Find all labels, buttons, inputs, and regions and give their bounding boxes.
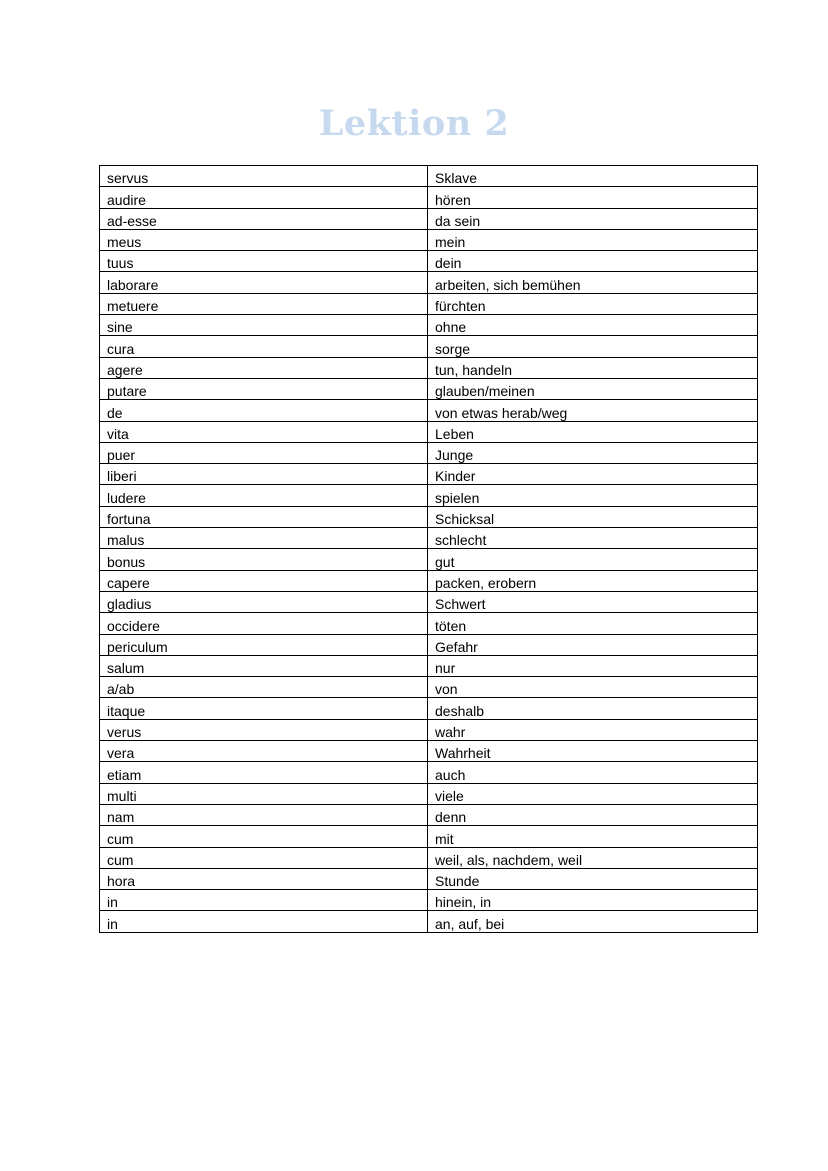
table-row	[100, 293, 758, 314]
table-row	[100, 570, 758, 591]
latin-word-cell: audire	[100, 187, 428, 208]
latin-word-cell: itaque	[100, 698, 428, 719]
german-translation-cell: ohne	[428, 315, 758, 336]
latin-word-cell: de	[100, 400, 428, 421]
german-translation-cell: auch	[428, 762, 758, 783]
table-row	[100, 719, 758, 740]
table-row	[100, 591, 758, 612]
latin-word-cell: ad-esse	[100, 208, 428, 229]
german-translation-cell: Stunde	[428, 868, 758, 889]
latin-word-cell: periculum	[100, 634, 428, 655]
latin-word-cell: capere	[100, 570, 428, 591]
german-translation-cell: Schicksal	[428, 506, 758, 527]
table-row	[100, 378, 758, 399]
table-row	[100, 421, 758, 442]
latin-word-cell: puer	[100, 442, 428, 463]
table-row	[100, 187, 758, 208]
german-translation-cell: spielen	[428, 485, 758, 506]
latin-word-cell: agere	[100, 357, 428, 378]
latin-word-cell: servus	[100, 166, 428, 187]
table-row	[100, 166, 758, 187]
table-row	[100, 911, 758, 932]
german-translation-cell: an, auf, bei	[428, 911, 758, 932]
latin-word-cell: sine	[100, 315, 428, 336]
table-row	[100, 251, 758, 272]
german-translation-cell: mit	[428, 826, 758, 847]
latin-word-cell: salum	[100, 655, 428, 676]
german-translation-cell: Gefahr	[428, 634, 758, 655]
latin-word-cell: ludere	[100, 485, 428, 506]
latin-word-cell: cum	[100, 847, 428, 868]
german-translation-cell: schlecht	[428, 528, 758, 549]
latin-word-cell: hora	[100, 868, 428, 889]
table-row	[100, 741, 758, 762]
german-translation-cell: mein	[428, 229, 758, 250]
latin-word-cell: bonus	[100, 549, 428, 570]
german-translation-cell: arbeiten, sich bemühen	[428, 272, 758, 293]
table-row	[100, 868, 758, 889]
latin-word-cell: putare	[100, 378, 428, 399]
latin-word-cell: cum	[100, 826, 428, 847]
table-row	[100, 613, 758, 634]
table-row	[100, 826, 758, 847]
latin-word-cell: laborare	[100, 272, 428, 293]
german-translation-cell: gut	[428, 549, 758, 570]
page-title: Lektion 2	[318, 103, 510, 144]
table-row	[100, 890, 758, 911]
table-row	[100, 208, 758, 229]
latin-word-cell: in	[100, 890, 428, 911]
latin-word-cell: cura	[100, 336, 428, 357]
latin-word-cell: metuere	[100, 293, 428, 314]
vocabulary-table	[99, 165, 758, 933]
german-translation-cell: töten	[428, 613, 758, 634]
german-translation-cell: wahr	[428, 719, 758, 740]
german-translation-cell: Kinder	[428, 464, 758, 485]
german-translation-cell: packen, erobern	[428, 570, 758, 591]
table-row	[100, 677, 758, 698]
table-row	[100, 336, 758, 357]
german-translation-cell: Leben	[428, 421, 758, 442]
table-row	[100, 315, 758, 336]
vocabulary-table-body	[100, 166, 758, 933]
latin-word-cell: a/ab	[100, 677, 428, 698]
german-translation-cell: von etwas herab/weg	[428, 400, 758, 421]
german-translation-cell: denn	[428, 804, 758, 825]
german-translation-cell: Junge	[428, 442, 758, 463]
table-row	[100, 762, 758, 783]
latin-word-cell: multi	[100, 783, 428, 804]
german-translation-cell: tun, handeln	[428, 357, 758, 378]
german-translation-cell: da sein	[428, 208, 758, 229]
german-translation-cell: hinein, in	[428, 890, 758, 911]
german-translation-cell: deshalb	[428, 698, 758, 719]
german-translation-cell: hören	[428, 187, 758, 208]
latin-word-cell: malus	[100, 528, 428, 549]
german-translation-cell: fürchten	[428, 293, 758, 314]
table-row	[100, 506, 758, 527]
german-translation-cell: von	[428, 677, 758, 698]
german-translation-cell: viele	[428, 783, 758, 804]
latin-word-cell: vera	[100, 741, 428, 762]
table-row	[100, 847, 758, 868]
german-translation-cell: weil, als, nachdem, weil	[428, 847, 758, 868]
german-translation-cell: glauben/meinen	[428, 378, 758, 399]
table-row	[100, 634, 758, 655]
table-row	[100, 464, 758, 485]
table-row	[100, 272, 758, 293]
table-row	[100, 804, 758, 825]
german-translation-cell: Wahrheit	[428, 741, 758, 762]
latin-word-cell: fortuna	[100, 506, 428, 527]
table-row	[100, 229, 758, 250]
latin-word-cell: gladius	[100, 591, 428, 612]
german-translation-cell: dein	[428, 251, 758, 272]
latin-word-cell: nam	[100, 804, 428, 825]
german-translation-cell: nur	[428, 655, 758, 676]
latin-word-cell: meus	[100, 229, 428, 250]
latin-word-cell: verus	[100, 719, 428, 740]
latin-word-cell: etiam	[100, 762, 428, 783]
latin-word-cell: vita	[100, 421, 428, 442]
table-row	[100, 783, 758, 804]
german-translation-cell: Sklave	[428, 166, 758, 187]
table-row	[100, 485, 758, 506]
german-translation-cell: Schwert	[428, 591, 758, 612]
table-row	[100, 549, 758, 570]
table-row	[100, 655, 758, 676]
latin-word-cell: liberi	[100, 464, 428, 485]
latin-word-cell: tuus	[100, 251, 428, 272]
latin-word-cell: occidere	[100, 613, 428, 634]
table-row	[100, 698, 758, 719]
table-row	[100, 442, 758, 463]
german-translation-cell: sorge	[428, 336, 758, 357]
table-row	[100, 528, 758, 549]
latin-word-cell: in	[100, 911, 428, 932]
table-row	[100, 357, 758, 378]
table-row	[100, 400, 758, 421]
